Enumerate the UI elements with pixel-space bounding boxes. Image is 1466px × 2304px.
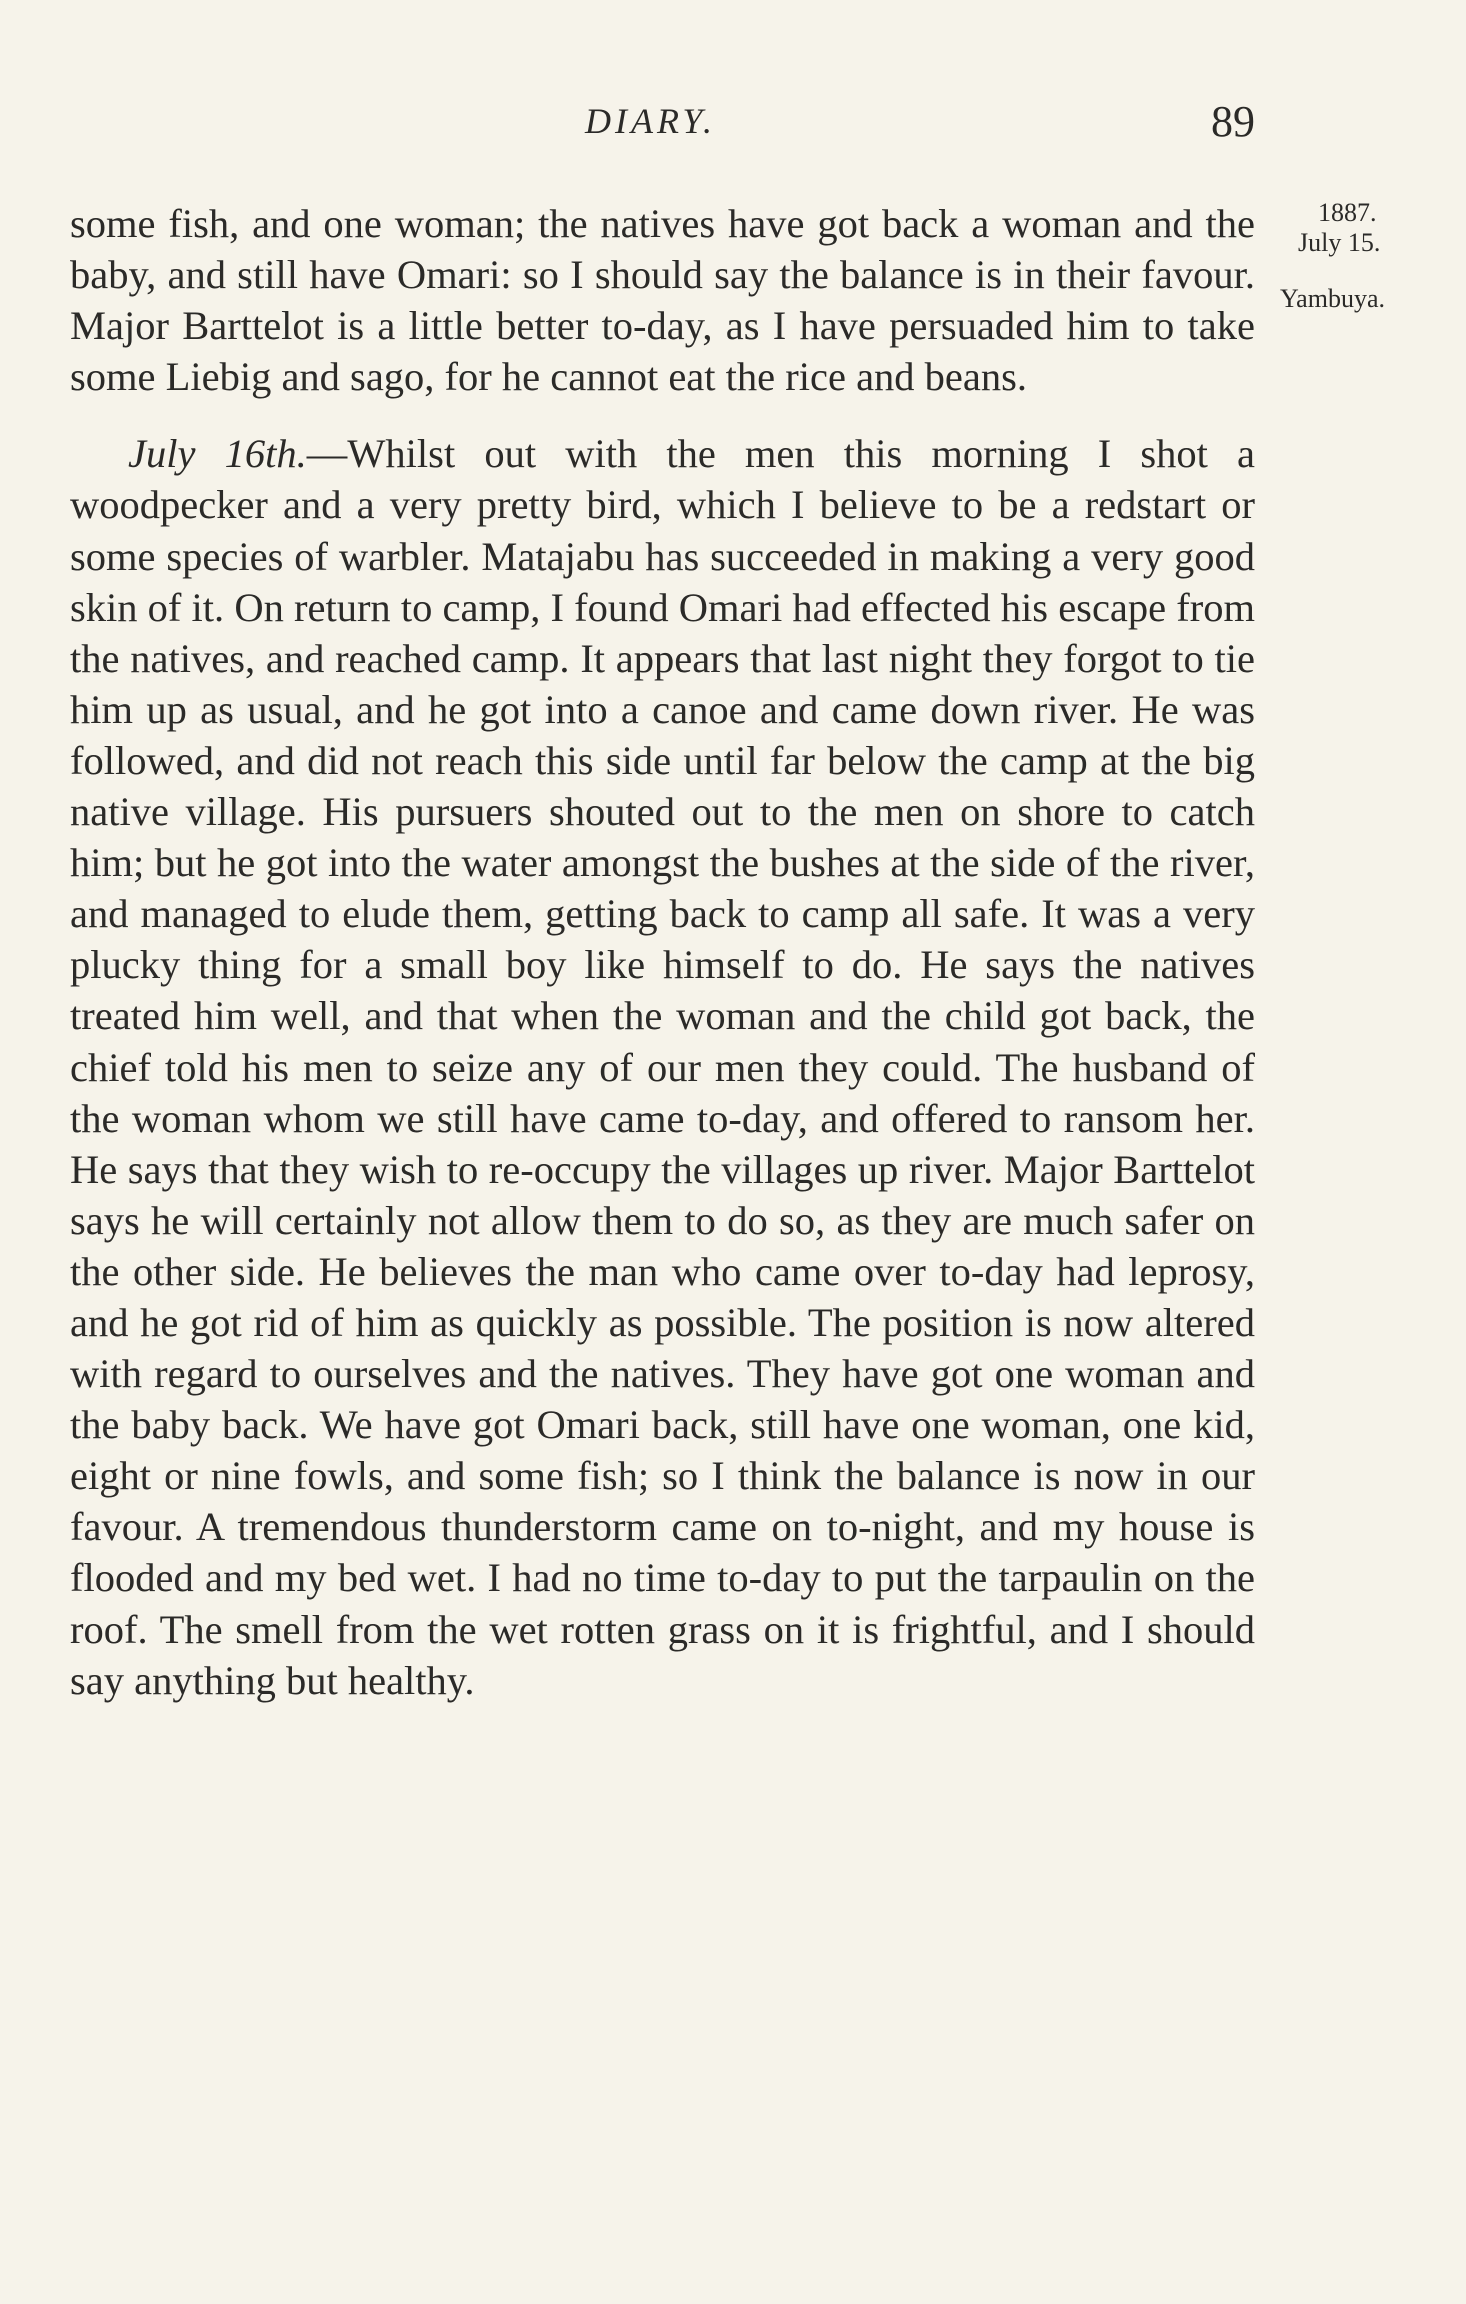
page-header xyxy=(70,97,1255,150)
margin-note-date: July 15. xyxy=(1298,228,1381,257)
paragraph-july-16-text: —Whilst out with the men this morning I shot a woodpecker and a very pretty bird, which I believe to be a redstart or some species of warbler. Matajabu has succeeded in making a very good skin of it. On return to camp, I found Omari had effected his escape from the natives, and reached camp. It appears that last night they forgot to tie him up as usual, and he got into a canoe and came down river. He was followed, and did not reach this side until far below the camp at the big native village. His pursuers shouted out to the men on shore to catch him; but he got into the water amongst the bushes at the side of the river, and managed to elude them, getting back to camp all safe. It was a very plucky thing for a small boy like himself to do. He says the natives treated him well, and that when the woman and the child got back, the chief told his men to seize any of our men they could. The husband of the woman whom we still have came to-day, and offered to ransom her. He says that they wish to re-occupy the villages up river. Major Barttelot says he will certainly not allow them to do so, as they are much safer on the other side. He believes the man who came over to-day had leprosy, and he got rid of him as quickly as possible. The position is now altered with regard to ourselves and the natives. They have got one woman and the baby back. We have got Omari back, still have one woman, one kid, eight or nine fowls, and some fish; so I think the balance is now in our favour. A tremendous thunderstorm came on to-night, and my house is flooded and my bed wet. I had no time to-day to put the tarpaulin on the roof. The smell from the wet rotten grass on it is frightful, and I should say anything but healthy. xyxy=(70,431,1255,1703)
paragraph-july-16 xyxy=(70,428,1255,1705)
margin-note-year: 1887. xyxy=(1318,198,1377,227)
page-number: 89 xyxy=(1211,97,1255,146)
paragraph-continued: some fish, and one woman; the natives have got back a woman and the baby, and still have Omari: so I should say the balance is in their favour. Major Barttelot is a little better to-day, as I have persuaded him to take some Liebig and sago, for he cannot eat the rice and beans. xyxy=(70,201,1255,400)
diary-date-heading: July 16th. xyxy=(128,431,307,477)
body-text xyxy=(70,198,1255,1706)
running-head: DIARY. xyxy=(585,101,717,141)
margin-note-place: Yambuya. xyxy=(1280,284,1385,313)
